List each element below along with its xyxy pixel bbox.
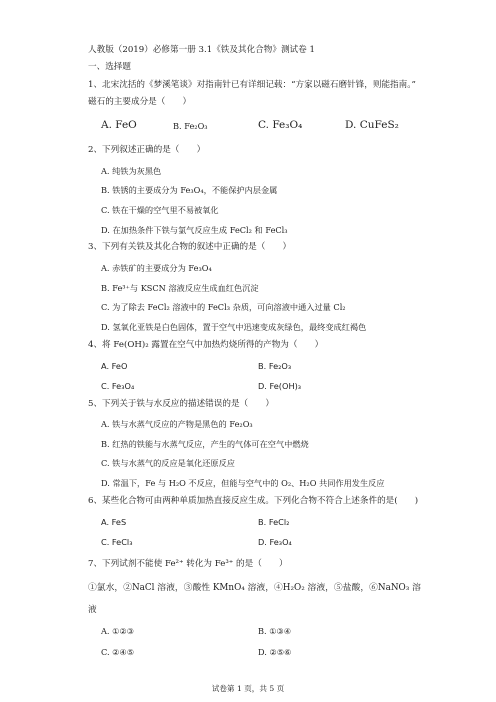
question-2-stem: 2、下列叙述正确的是（ ） (88, 145, 206, 155)
q1-option-d: D. CuFeS₂ (345, 119, 399, 131)
q6-option-d: D. Fe₃O₄ (258, 537, 292, 547)
q1-option-a: A. FeO (101, 119, 137, 131)
question-1-stem: 1、北宋沈括的《梦溪笔谈》对指南针已有详细记载：“方家以磁石磨针锋，则能指南。” (88, 80, 416, 90)
q4-option-c: C. Fe₃O₄ (101, 381, 135, 391)
q3-option-a: A. 赤铁矿的主要成分为 Fe₃O₄ (101, 263, 212, 273)
q6-option-b: B. FeCl₂ (258, 517, 290, 527)
question-7-stem: 7、下列试剂不能使 Fe²⁺ 转化为 Fe³⁺ 的是（ ） (88, 559, 288, 569)
q3-option-b: B. Fe³⁺与 KSCN 溶液反应生成血红色沉淀 (101, 283, 259, 293)
q3-option-d: D. 氢氧化亚铁是白色固体，置于空气中迅速变成灰绿色，最终变成红褐色 (101, 322, 367, 332)
q2-option-a: A. 纯铁为灰黑色 (101, 166, 162, 176)
q6-option-c: C. FeCl₃ (101, 537, 133, 547)
q2-option-d: D. 在加热条件下铁与氯气反应生成 FeCl₂ 和 FeCl₃ (101, 225, 288, 235)
page-footer: 试卷第 1 页，共 5 页 (211, 684, 285, 693)
q7-option-d: D. ②⑤⑥ (258, 647, 292, 657)
q5-option-a: A. 铁与水蒸气反应的产物是黑色的 Fe₂O₃ (101, 419, 253, 429)
q3-option-c: C. 为了除去 FeCl₂ 溶液中的 FeCl₃ 杂质，可向溶液中通入过量 Cl₂ (101, 302, 346, 312)
question-6-stem: 6、某些化合物可由两种单质加热直接反应生成。下列化合物不符合上述条件的是( ) (88, 496, 419, 506)
q7-reagent-list: ①氯水，②NaCl 溶液，③酸性 KMnO₄ 溶液，④H₂O₂ 溶液，⑤盐酸，⑥NaNO₃ 溶 (88, 583, 421, 593)
q4-option-a: A. FeO (101, 361, 128, 371)
question-5-stem: 5、下列关于铁与水反应的描述错误的是（ ） (88, 399, 274, 409)
q1-option-b: B. Fe₂O₃ (173, 121, 208, 131)
q6-option-a: A. FeS (101, 517, 127, 527)
q4-option-d: D. Fe(OH)₃ (258, 381, 302, 391)
q7-option-b: B. ①③④ (258, 626, 292, 636)
section-heading: 一、选择题 (88, 62, 131, 72)
question-1-stem-cont: 磁石的主要成分是（ ） (88, 97, 192, 107)
q7-option-a: A. ①②③ (101, 626, 135, 636)
q5-option-d: D. 常温下，Fe 与 H₂O 不反应，但能与空气中的 O₂、H₂O 共同作用发生反应 (101, 478, 385, 488)
q5-option-c: C. 铁与水蒸气的反应是氧化还原反应 (101, 458, 235, 468)
q4-option-b: B. Fe₂O₃ (258, 361, 292, 371)
q7-reagent-list-cont: 液 (88, 605, 97, 615)
q1-option-c: C. Fe₃O₄ (258, 119, 303, 131)
question-4-stem: 4、将 Fe(OH)₂ 露置在空气中加热灼烧所得的产物为（ ） (88, 340, 324, 350)
q2-option-b: B. 铁锈的主要成分为 Fe₃O₄，不能保护内层金属 (101, 185, 278, 195)
question-3-stem: 3、下列有关铁及其化合物的叙述中正确的是（ ） (88, 242, 292, 252)
q5-option-b: B. 红热的铁能与水蒸气反应，产生的气体可在空气中燃烧 (101, 439, 309, 449)
doc-title: 人教版（2019）必修第一册 3.1《铁及其化合物》测试卷 1 (88, 45, 315, 55)
q7-option-c: C. ②④⑤ (101, 647, 135, 657)
q2-option-c: C. 铁在干燥的空气里不易被氧化 (101, 205, 219, 215)
